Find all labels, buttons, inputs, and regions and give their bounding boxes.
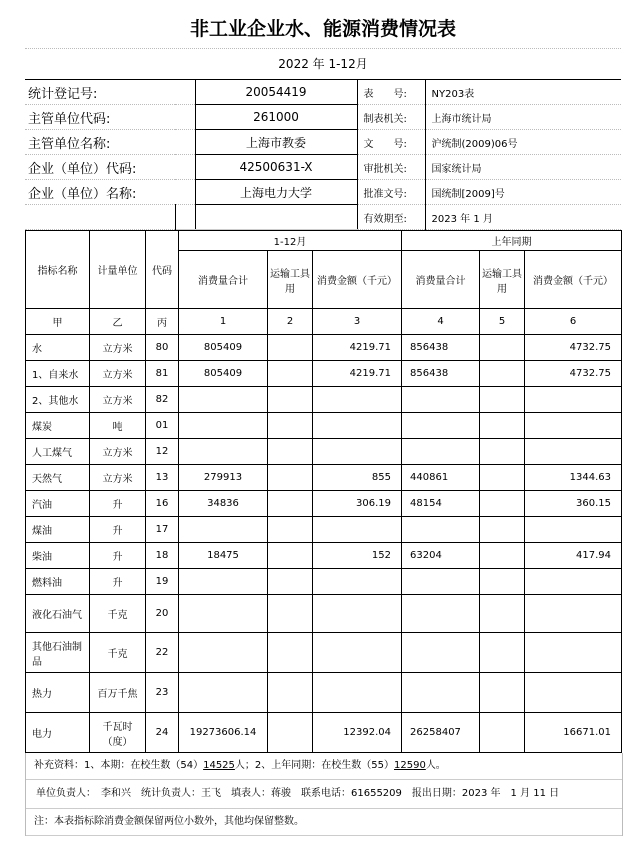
footnote: 注：本表指标除消费金额保留两位小数外，其他均保留整数。 [26,809,622,836]
transport-prev [480,517,525,543]
approval-no-label: 批准文号: [357,180,425,205]
row-unit: 千克 [90,633,146,673]
row-unit: 升 [90,517,146,543]
row-code: 23 [146,673,179,713]
approver-label: 审批机关: [357,155,425,180]
transport-current [268,387,313,413]
table-row [26,673,622,713]
row-code: 12 [146,439,179,465]
transport-prev [480,465,525,491]
transport-current [268,491,313,517]
qty-current: 34836 [179,491,268,517]
header-row [25,155,621,180]
qty-current [179,595,268,633]
row-name: 柴油 [26,543,90,569]
header-row [25,130,621,155]
row-unit: 升 [90,543,146,569]
qty-prev: 48154 [402,491,480,517]
row-name: 煤油 [26,517,90,543]
supp-suffix: 人。 [425,760,446,771]
row-name: 1、自来水 [26,361,90,387]
row-name: 热力 [26,673,90,713]
qty-current: 805409 [179,335,268,361]
org-code-value: 42500631-X [195,155,357,180]
amount-current [313,439,402,465]
marker-cell: 丙 [146,309,179,335]
col-header-unit: 计量单位 [90,231,146,309]
row-name: 2、其他水 [26,387,90,413]
transport-prev [480,335,525,361]
table-row [26,569,622,595]
amount-current [313,387,402,413]
row-name: 水 [26,335,90,361]
reg-no-label: 统计登记号: [25,80,195,105]
qty-current: 19273606.14 [179,713,268,753]
org-code-label: 企业（单位）代码: [25,155,195,180]
dept-name-label: 主管单位名称: [25,130,195,155]
col-header-transport: 运输工具用 [268,251,313,309]
col-header-current: 1-12月 [179,231,402,251]
marker-cell: 5 [480,309,525,335]
header-row [25,205,621,230]
transport-prev [480,713,525,753]
org-name-label: 企业（单位）名称: [25,180,195,205]
amount-prev: 16671.01 [525,713,622,753]
marker-cell: 3 [313,309,402,335]
row-code: 19 [146,569,179,595]
amount-current: 152 [313,543,402,569]
marker-cell: 乙 [90,309,146,335]
approval-no-value: 国统制[2009]号 [425,180,621,205]
transport-current [268,633,313,673]
header-row [25,180,621,205]
row-code: 24 [146,713,179,753]
header-info [25,80,621,230]
amount-current [313,633,402,673]
col-header-amount: 消费金额（千元） [313,251,402,309]
qty-prev [402,569,480,595]
report-title: 非工业企业水、能源消费情况表 [25,10,621,49]
amount-current: 306.19 [313,491,402,517]
qty-current: 805409 [179,361,268,387]
row-code: 20 [146,595,179,633]
qty-prev: 440861 [402,465,480,491]
marker-cell: 1 [179,309,268,335]
qty-prev [402,633,480,673]
amount-prev: 417.94 [525,543,622,569]
row-code: 80 [146,335,179,361]
row-unit: 升 [90,491,146,517]
row-code: 16 [146,491,179,517]
amount-prev: 1344.63 [525,465,622,491]
table-row [26,361,622,387]
qty-prev [402,517,480,543]
transport-current [268,439,313,465]
row-name: 液化石油气 [26,595,90,633]
supplementary-info [26,753,622,780]
students-prev: 12590 [394,760,426,771]
row-name: 其他石油制品 [26,633,90,673]
transport-prev [480,439,525,465]
amount-prev [525,633,622,673]
col-header-qty-prev: 消费量合计 [402,251,480,309]
row-code: 82 [146,387,179,413]
expiry-label: 有效期至: [357,205,425,230]
row-unit: 立方米 [90,439,146,465]
row-unit: 立方米 [90,335,146,361]
dept-name-value: 上海市教委 [195,130,357,155]
header-row [25,105,621,130]
row-code: 17 [146,517,179,543]
report-period: 2022 年 1-12月 [25,49,621,80]
transport-current [268,413,313,439]
transport-prev [480,569,525,595]
table-row [26,439,622,465]
amount-current [313,673,402,713]
row-unit: 百万千焦 [90,673,146,713]
qty-prev: 856438 [402,361,480,387]
amount-prev [525,569,622,595]
doc-no-value: 沪统制(2009)06号 [425,130,621,155]
dept-code-value: 261000 [195,105,357,130]
supp-prefix: 补充资料：1、本期：在校生数（54） [34,760,204,771]
amount-prev: 4732.75 [525,335,622,361]
qty-current [179,439,268,465]
transport-current [268,517,313,543]
row-code: 01 [146,413,179,439]
col-header-name: 指标名称 [26,231,90,309]
amount-prev [525,595,622,633]
amount-current: 4219.71 [313,361,402,387]
row-code: 18 [146,543,179,569]
row-name: 天然气 [26,465,90,491]
header-row [25,80,621,105]
table-row [26,595,622,633]
issuer-value: 上海市统计局 [425,105,621,130]
row-unit: 立方米 [90,387,146,413]
amount-prev: 360.15 [525,491,622,517]
transport-current [268,569,313,595]
dept-code-label: 主管单位代码: [25,105,195,130]
transport-current [268,361,313,387]
row-code: 81 [146,361,179,387]
doc-no-label: 文 号: [357,130,425,155]
table-row [26,413,622,439]
qty-current [179,633,268,673]
amount-current [313,595,402,633]
row-unit: 升 [90,569,146,595]
transport-prev [480,595,525,633]
row-code: 22 [146,633,179,673]
transport-prev [480,543,525,569]
table-row [26,335,622,361]
row-name: 汽油 [26,491,90,517]
amount-prev [525,413,622,439]
marker-cell: 6 [525,309,622,335]
qty-current [179,387,268,413]
col-header-amount-prev: 消费金额（千元） [525,251,622,309]
approver-value: 国家统计局 [425,155,621,180]
qty-prev [402,387,480,413]
row-unit: 立方米 [90,465,146,491]
report-footer [25,753,623,836]
issuer-label: 制表机关: [357,105,425,130]
blank-cell [195,205,357,230]
consumption-table [25,230,622,753]
row-unit: 吨 [90,413,146,439]
qty-current [179,413,268,439]
table-row [26,465,622,491]
amount-prev: 4732.75 [525,361,622,387]
col-header-qty: 消费量合计 [179,251,268,309]
row-unit: 千瓦时（度） [90,713,146,753]
form-no-value: NY203表 [425,80,621,105]
table-row [26,633,622,673]
amount-current: 4219.71 [313,335,402,361]
table-row [26,543,622,569]
transport-current [268,543,313,569]
table-body [26,335,622,753]
qty-prev: 26258407 [402,713,480,753]
table-row [26,491,622,517]
qty-prev [402,439,480,465]
transport-prev [480,361,525,387]
form-no-label: 表 号: [357,80,425,105]
transport-prev [480,387,525,413]
amount-current: 855 [313,465,402,491]
marker-cell: 4 [402,309,480,335]
transport-current [268,335,313,361]
transport-prev [480,633,525,673]
reg-no-value: 20054419 [195,80,357,105]
amount-current [313,517,402,543]
qty-current [179,673,268,713]
row-name: 电力 [26,713,90,753]
expiry-value: 2023 年 1 月 [425,205,621,230]
amount-prev [525,439,622,465]
qty-current: 18475 [179,543,268,569]
transport-current [268,713,313,753]
table-row [26,713,622,753]
col-header-prev: 上年同期 [402,231,622,251]
org-name-value: 上海电力大学 [195,180,357,205]
col-header-transport-prev: 运输工具用 [480,251,525,309]
students-current: 14525 [203,760,235,771]
row-name: 人工煤气 [26,439,90,465]
table-row [26,517,622,543]
report-sheet [25,10,621,836]
qty-prev [402,673,480,713]
marker-cell: 2 [268,309,313,335]
qty-prev [402,413,480,439]
amount-prev [525,387,622,413]
table-row [26,387,622,413]
signers-line: 单位负责人： 李和兴 统计负责人：王飞 填表人：蒋骏 联系电话：61655209 报出日期：2023 年 1 月 11 日 [26,780,622,809]
qty-current [179,517,268,543]
qty-prev [402,595,480,633]
transport-prev [480,673,525,713]
row-code: 13 [146,465,179,491]
amount-current [313,413,402,439]
col-header-code: 代码 [146,231,179,309]
qty-current: 279913 [179,465,268,491]
qty-prev: 63204 [402,543,480,569]
qty-prev: 856438 [402,335,480,361]
row-name: 煤炭 [26,413,90,439]
amount-prev [525,517,622,543]
amount-current: 12392.04 [313,713,402,753]
blank-cell [175,205,195,230]
marker-row [26,309,622,335]
blank-cell [25,205,175,230]
transport-current [268,465,313,491]
header-row [26,231,622,251]
row-unit: 千克 [90,595,146,633]
transport-current [268,673,313,713]
marker-cell: 甲 [26,309,90,335]
transport-prev [480,491,525,517]
amount-prev [525,673,622,713]
row-name: 燃料油 [26,569,90,595]
row-unit: 立方米 [90,361,146,387]
transport-prev [480,413,525,439]
qty-current [179,569,268,595]
amount-current [313,569,402,595]
transport-current [268,595,313,633]
supp-mid: 人；2、上年同期：在校生数（55） [234,760,394,771]
